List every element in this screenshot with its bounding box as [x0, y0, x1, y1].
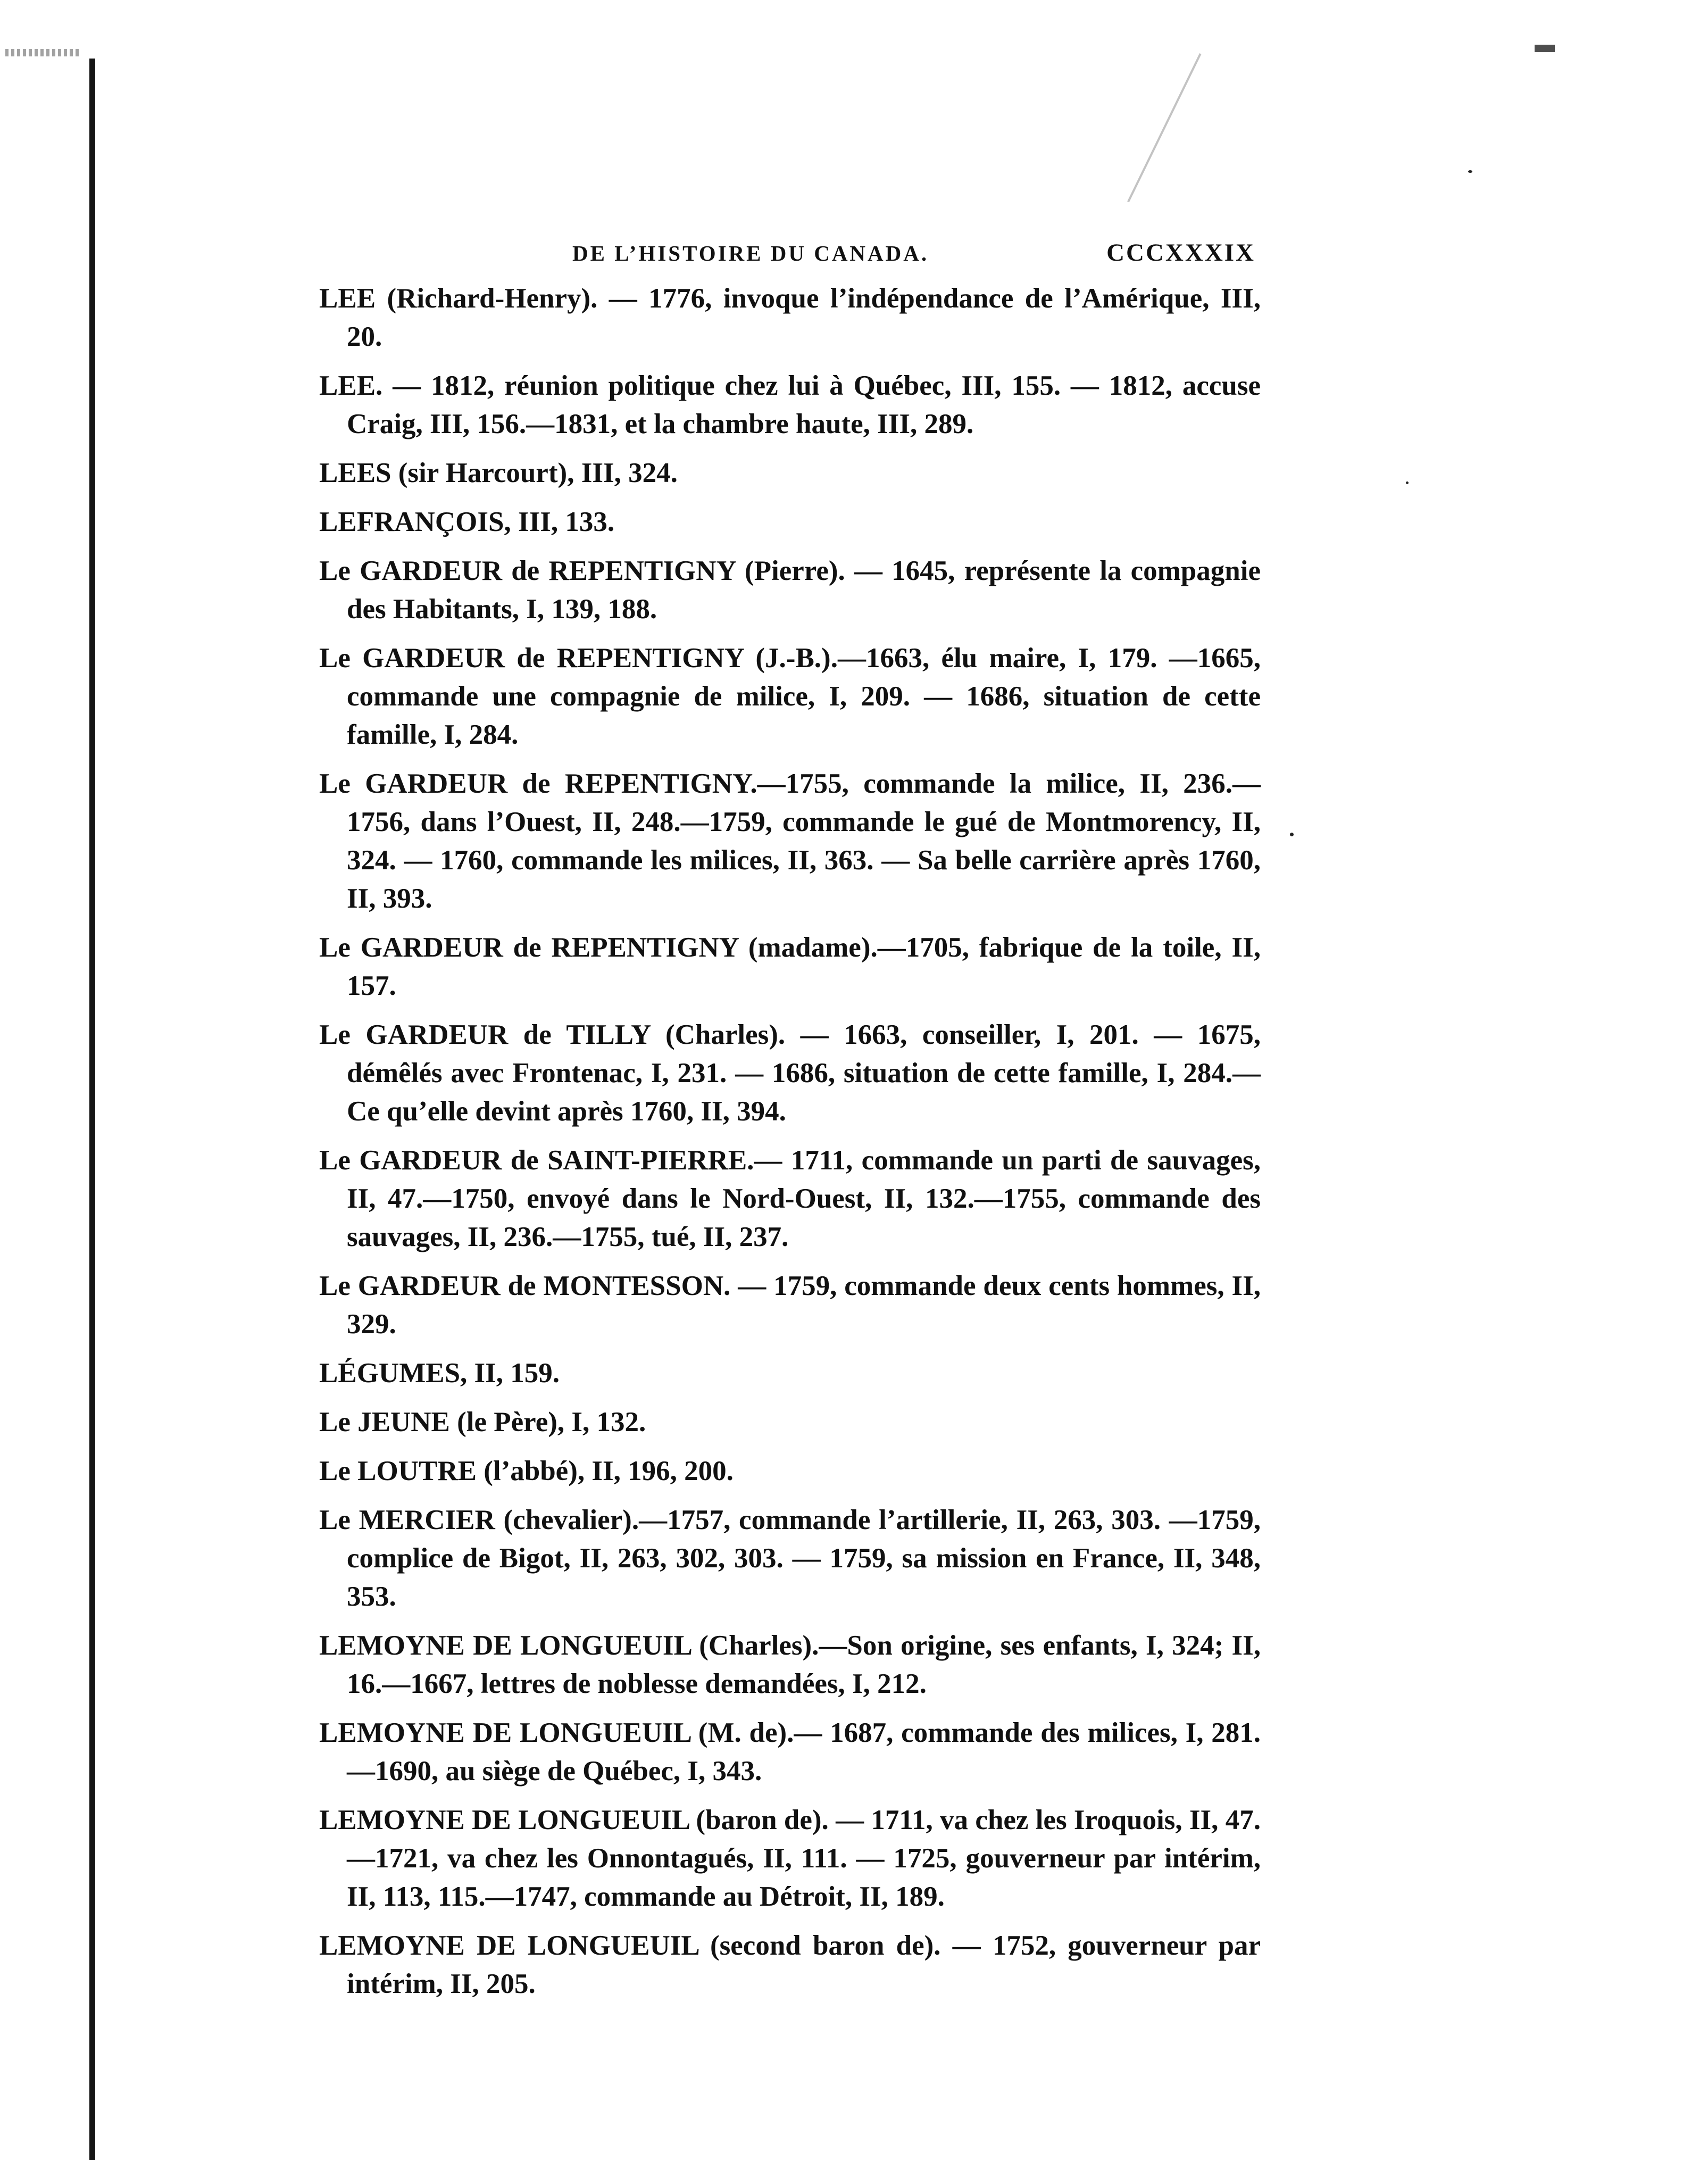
scan-scratch	[1127, 53, 1201, 202]
index-entry: Le MERCIER (chevalier).—1757, commande l’artillerie, II, 263, 303. —1759, complice de Bigot, II, 263, 302, 303. — 1759, sa mission en France, II, 348, 353.	[319, 1505, 1261, 1612]
scan-mark-right	[1535, 45, 1555, 52]
index-entry: Le JEUNE (le Père), I, 132.	[319, 1407, 646, 1438]
index-page	[319, 223, 1261, 2014]
running-head	[319, 223, 1261, 279]
page-number: CCCXXXIX	[1106, 239, 1255, 267]
index-entry: LEMOYNE DE LONGUEUIL (M. de).— 1687, commande des milices, I, 281.—1690, au siège de Québec, I, 343.	[319, 1717, 1261, 1787]
index-entry: Le LOUTRE (l’abbé), II, 196, 200.	[319, 1456, 734, 1486]
index-entry: LEFRANÇOIS, III, 133.	[319, 506, 615, 537]
index-entry: LEES (sir Harcourt), III, 324.	[319, 458, 678, 488]
scan-speck	[1290, 833, 1294, 836]
index-entry: LEE. — 1812, réunion politique chez lui à Québec, III, 155. — 1812, accuse Craig, III, 156.—1831, et la chambre haute, III, 289.	[319, 370, 1261, 439]
index-entry: LEMOYNE DE LONGUEUIL (baron de). — 1711, va chez les Iroquois, II, 47.—1721, va chez les Onnontagués, II, 111. — 1725, gouverneur par intérim, II, 113, 115.—1747, commande au Détroit, II, 189.	[319, 1805, 1261, 1912]
index-entry: Le GARDEUR de REPENTIGNY (Pierre). — 1645, représente la compagnie des Habitants, I, 139, 188.	[319, 555, 1261, 625]
index-entry: Le GARDEUR de MONTESSON. — 1759, commande deux cents hommes, II, 329.	[319, 1270, 1261, 1340]
index-entry: LÉGUMES, II, 159.	[319, 1358, 560, 1389]
index-entry: Le GARDEUR de REPENTIGNY (J.-B.).—1663, élu maire, I, 179. —1665, commande une compagnie de milice, I, 209. — 1686, situation de cette famille, I, 284.	[319, 643, 1261, 750]
index-entry: LEMOYNE DE LONGUEUIL (second baron de). — 1752, gouverneur par intérim, II, 205.	[319, 1930, 1261, 1999]
scan-speck	[1406, 481, 1409, 484]
index-entry: Le GARDEUR de REPENTIGNY.—1755, commande la milice, II, 236.—1756, dans l’Ouest, II, 248.—1759, commande le gué de Montmorency, II, 324. — 1760, commande les milices, II, 363. — Sa belle carrière après 1760, II, 393.	[319, 768, 1261, 914]
page-title: DE L’HISTOIRE DU CANADA.	[572, 241, 929, 265]
index-entry: LEE (Richard-Henry). — 1776, invoque l’indépendance de l’Amérique, III, 20.	[319, 283, 1261, 352]
scan-speck	[1468, 170, 1472, 173]
scan-mark-left	[5, 49, 80, 56]
binding-edge	[89, 59, 95, 2160]
index-entry: Le GARDEUR de SAINT-PIERRE.— 1711, commande un parti de sauvages, II, 47.—1750, envoyé dans le Nord-Ouest, II, 132.—1755, commande des sauvages, II, 236.—1755, tué, II, 237.	[319, 1145, 1261, 1252]
index-entry: LEMOYNE DE LONGUEUIL (Charles).—Son origine, ses enfants, I, 324; II, 16.—1667, lettres de noblesse demandées, I, 212.	[319, 1630, 1261, 1699]
index-entry: Le GARDEUR de TILLY (Charles). — 1663, conseiller, I, 201. — 1675, démêlés avec Frontenac, I, 231. — 1686, situation de cette famille, I, 284.—Ce qu’elle devint après 1760, II, 394.	[319, 1019, 1261, 1127]
index-entries	[319, 279, 1261, 2003]
index-entry: Le GARDEUR de REPENTIGNY (madame).—1705, fabrique de la toile, II, 157.	[319, 932, 1261, 1001]
